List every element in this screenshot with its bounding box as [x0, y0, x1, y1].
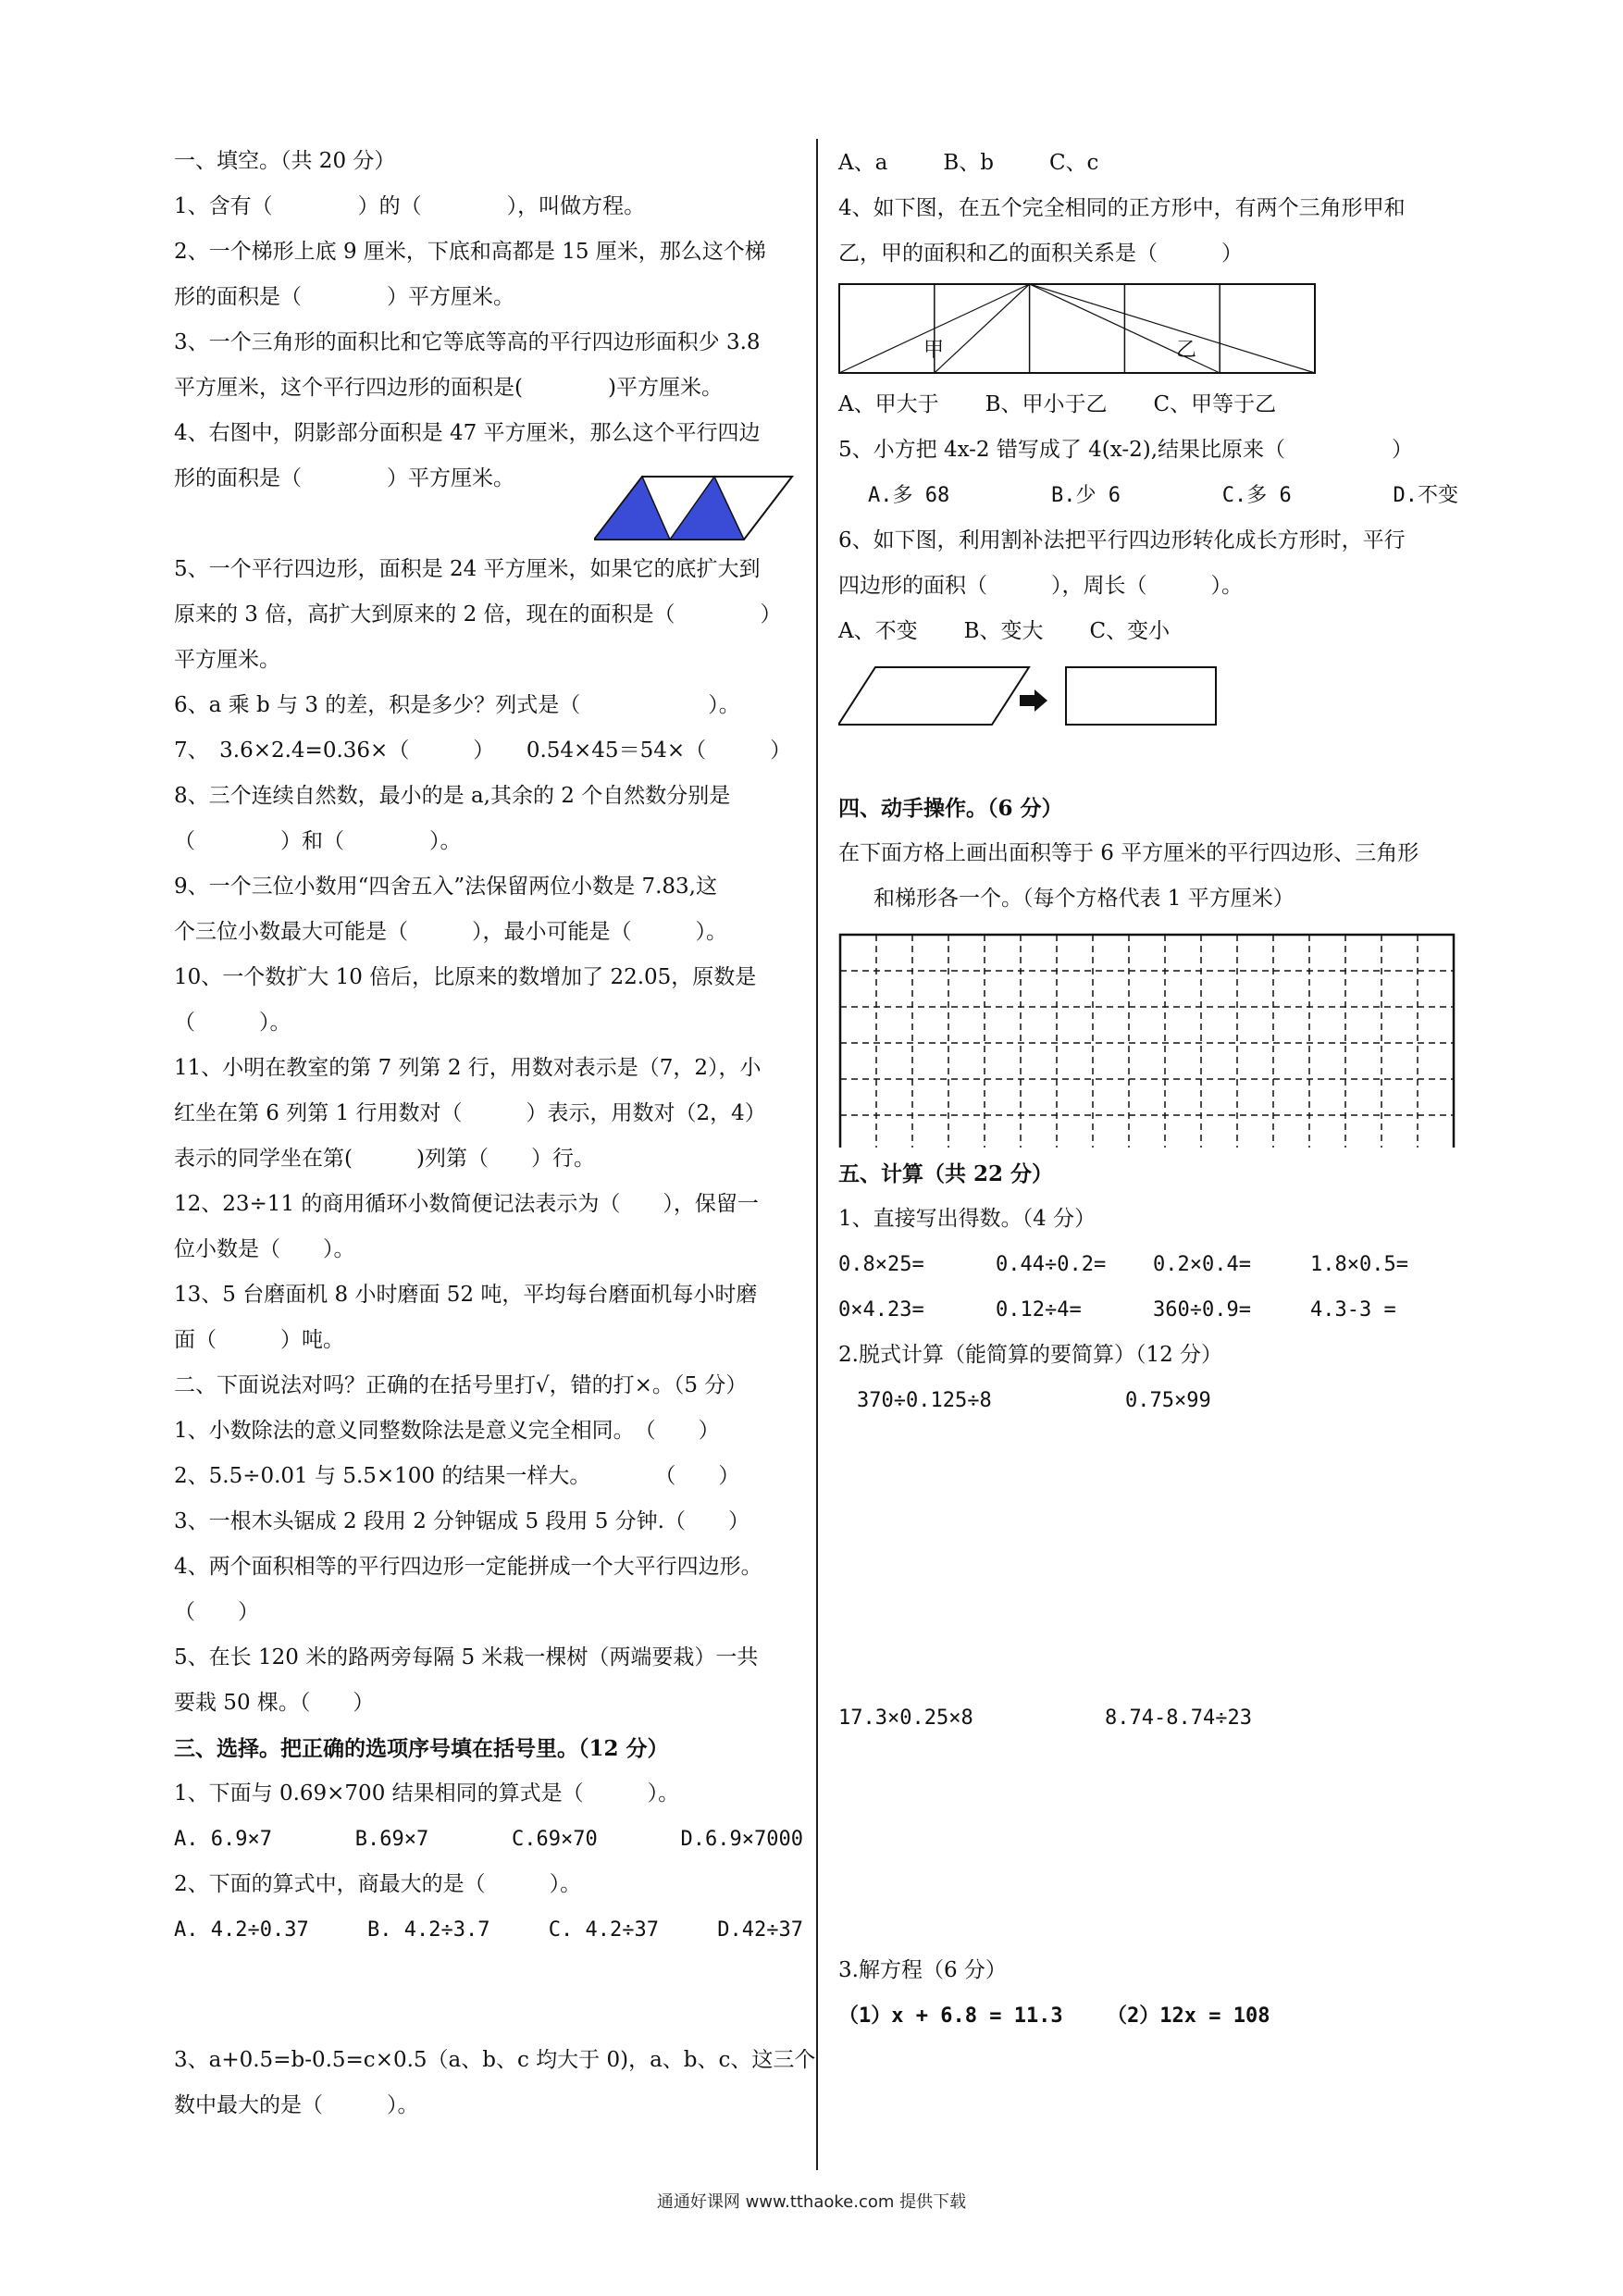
step-calc-item: 17.3×0.25×8	[838, 1706, 973, 1730]
question-1-4-line-2: 形的面积是（ ）平方厘米。	[174, 466, 514, 490]
choice-1: 1、下面与 0.69×700 结果相同的算式是（ ）。	[174, 1781, 680, 1806]
question-1-13-line-2: 面（ ）吨。	[174, 1328, 344, 1352]
choice-6-option-b: B、变大	[963, 619, 1044, 643]
oral-calc-item: 0.8×25=	[838, 1253, 924, 1276]
choice-6-option-a: A、不变	[838, 619, 918, 643]
question-1-4-line-1: 4、右图中，阴影部分面积是 47 平方厘米，那么这个平行四边	[174, 421, 761, 445]
question-1-10-line-1: 10、一个数扩大 10 倍后，比原来的数增加了 22.05，原数是	[174, 965, 757, 989]
question-1-1: 1、含有（ ）的（ ），叫做方程。	[174, 194, 646, 218]
triangle-jia-label: 甲	[923, 339, 945, 362]
choice-3-options	[838, 141, 1468, 186]
question-1-3-line-1: 3、一个三角形的面积比和它等底等高的平行四边形面积少 3.8	[174, 330, 761, 354]
operation-instruction-line-1: 在下面方格上画出面积等于 6 平方厘米的平行四边形、三角形	[838, 841, 1419, 865]
arrow-right-icon	[1020, 689, 1047, 712]
judge-5-line-1: 5、在长 120 米的路两旁每隔 5 米栽一棵树（两端要栽）一共	[174, 1645, 759, 1669]
calc-part-3-title: 3.解方程（6 分）	[838, 1958, 1007, 1982]
step-calc-item: 370÷0.125÷8	[857, 1389, 992, 1412]
choice-2-options	[174, 1907, 803, 1953]
five-squares-figure	[838, 282, 1319, 379]
calc-part-2-title: 2.脱式计算（能简算的要简算）（12 分）	[838, 1343, 1223, 1367]
oral-calc-item: 0×4.23=	[838, 1298, 924, 1322]
question-1-5-line-2: 原来的 3 倍，高扩大到原来的 2 倍，现在的面积是（ ）	[174, 602, 782, 627]
step-calc-row-1	[838, 1378, 1468, 1423]
step-calc-item: 8.74-8.74÷23	[1105, 1706, 1252, 1730]
choice-1-option-d: D.6.9×7000	[680, 1828, 803, 1851]
section-5-title: 五、计算（共 22 分）	[838, 1161, 1054, 1186]
calc-part-1-title: 1、直接写出得数。（4 分）	[838, 1207, 1096, 1231]
choice-4-option-c: C、甲等于乙	[1153, 392, 1277, 416]
choice-3-line-2: 数中最大的是（ ）。	[174, 2093, 419, 2117]
choice-4-option-a: A、甲大于	[838, 392, 939, 416]
question-1-5-line-1: 5、一个平行四边形，面积是 24 平方厘米，如果它的底扩大到	[174, 557, 761, 581]
left-column	[174, 139, 816, 2128]
choice-4-line-1: 4、如下图，在五个完全相同的正方形中，有两个三角形甲和	[838, 196, 1406, 220]
question-1-11-line-2: 红坐在第 6 列第 1 行用数对（ ）表示，用数对（2，4）	[174, 1101, 766, 1125]
judge-1: 1、小数除法的意义同整数除法是意义完全相同。 （ ）	[174, 1419, 720, 1443]
spacer	[838, 734, 1468, 786]
parallelogram-to-rectangle-figure	[838, 660, 1227, 734]
choice-6-option-c: C、变小	[1089, 619, 1171, 643]
rectangle-shape	[1066, 667, 1216, 725]
choice-5-options	[838, 473, 1468, 518]
question-1-3-line-2: 平方厘米，这个平行四边形的面积是( )平方厘米。	[174, 376, 723, 400]
question-1-12-line-1: 12、23÷11 的商用循环小数简便记法表示为（ ），保留一	[174, 1192, 759, 1216]
question-1-2-line-1: 2、一个梯形上底 9 厘米，下底和高都是 15 厘米，那么这个梯	[174, 240, 766, 264]
right-column	[838, 141, 1468, 2039]
choice-2-option-c: C. 4.2÷37	[548, 1918, 659, 1942]
choice-1-option-b: B.69×7	[354, 1828, 429, 1851]
choice-6-options	[838, 609, 1468, 654]
question-1-13-line-1: 13、5 台磨面机 8 小时磨面 52 吨，平均每台磨面机每小时磨	[174, 1283, 758, 1307]
question-1-6: 6、a 乘 b 与 3 的差，积是多少？列式是（ ）。	[174, 693, 740, 717]
oral-calc-item: 1.8×0.5=	[1310, 1253, 1408, 1276]
oral-calc-row-2	[838, 1287, 1468, 1333]
choice-5: 5、小方把 4x-2 错写成了 4(x-2),结果比原来（ ）	[838, 438, 1414, 462]
choice-4-options	[838, 382, 1468, 428]
step-calc-row-2	[838, 1695, 1468, 1741]
column-divider	[816, 139, 818, 2170]
choice-5-option-c: C.多 6	[1221, 484, 1292, 507]
drawing-grid[interactable]	[838, 933, 1468, 1148]
choice-3-line-1: 3、a+0.5=b-0.5=c×0.5（a、b、c 均大于 0)，a、b、c、这三个	[174, 2048, 816, 2072]
oral-calc-item: 0.12÷4=	[996, 1298, 1082, 1322]
oral-calc-item: 0.44÷0.2=	[996, 1253, 1107, 1276]
choice-4-line-2: 乙，甲的面积和乙的面积关系是（ ）	[838, 242, 1243, 266]
oral-calc-item: 360÷0.9=	[1153, 1298, 1251, 1322]
oral-calc-item: 4.3-3 =	[1310, 1298, 1396, 1322]
oral-calc-row-1	[838, 1242, 1468, 1287]
parallelogram-shape	[838, 667, 1029, 725]
answer-space	[838, 1423, 1468, 1695]
section-2-title: 二、下面说法对吗？正确的在括号里打√，错的打×。（5 分）	[174, 1373, 748, 1397]
parallelogram-shaded-figure	[594, 475, 794, 541]
choice-2-option-b: B. 4.2÷3.7	[367, 1918, 490, 1942]
section-1-title: 一、填空。（共 20 分）	[174, 149, 396, 173]
section-3-title: 三、选择。把正确的选项序号填在括号里。（12 分）	[174, 1736, 669, 1761]
question-1-11-line-3: 表示的同学坐在第( )列第（ ）行。	[174, 1147, 595, 1171]
choice-1-options	[174, 1817, 803, 1862]
equation-2: （2）12x = 108	[1107, 2004, 1270, 2028]
oral-calc-item: 0.2×0.4=	[1153, 1253, 1251, 1276]
judge-2: 2、5.5÷0.01 与 5.5×100 的结果一样大。 （ ）	[174, 1464, 740, 1488]
spacer	[174, 1953, 803, 2038]
judge-3: 3、一根木头锯成 2 段用 2 分钟锯成 5 段用 5 分钟.（ ）	[174, 1509, 750, 1533]
judge-4-line-1: 4、两个面积相等的平行四边形一定能拼成一个大平行四边形。	[174, 1555, 762, 1579]
question-1-8-line-2: （ ）和（ ）。	[174, 829, 462, 853]
choice-5-option-b: B.少 6	[1051, 484, 1121, 507]
question-1-12-line-2: 位小数是（ ）。	[174, 1237, 355, 1261]
choice-5-option-a: A.多 68	[868, 484, 950, 507]
step-calc-item: 0.75×99	[1125, 1389, 1211, 1412]
judge-4-line-2: （ ）	[174, 1600, 259, 1624]
section-4-title: 四、动手操作。（6 分）	[838, 796, 1063, 821]
choice-4-option-b: B、甲小于乙	[985, 392, 1108, 416]
question-1-10-line-2: （ ）。	[174, 1011, 291, 1035]
question-1-9-line-2: 个三位小数最大可能是（ ），最小可能是（ ）。	[174, 920, 727, 944]
choice-2-option-d: D.42÷37	[717, 1918, 803, 1942]
choice-3-option-a: A、a	[838, 151, 888, 175]
question-1-8-line-1: 8、三个连续自然数，最小的是 a,其余的 2 个自然数分别是	[174, 784, 731, 808]
answer-space	[838, 1741, 1468, 1948]
question-1-2-line-2: 形的面积是（ ）平方厘米。	[174, 285, 514, 309]
choice-5-option-d: D.不变	[1393, 484, 1458, 507]
choice-2: 2、下面的算式中，商最大的是（ ）。	[174, 1872, 582, 1896]
operation-instruction-line-2: 和梯形各一个。（每个方格代表 1 平方厘米）	[873, 887, 1295, 911]
choice-6-line-1: 6、如下图，利用割补法把平行四边形转化成长方形时，平行	[838, 528, 1406, 552]
equations-row	[838, 1993, 1468, 2039]
page-footer: 通通好课网 www.tthaoke.com 提供下载	[656, 2192, 967, 2212]
choice-1-option-c: C.69×70	[512, 1828, 598, 1851]
choice-1-option-a: A. 6.9×7	[174, 1828, 272, 1851]
triangle-yi-label: 乙	[1176, 339, 1197, 362]
choice-3-option-b: B、b	[943, 151, 994, 175]
choice-2-option-a: A. 4.2÷0.37	[174, 1918, 309, 1942]
choice-6-line-2: 四边形的面积（ ），周长（ ）。	[838, 574, 1243, 598]
question-1-7: 7、 3.6×2.4=0.36×（ ） 0.54×45＝54×（ ）	[174, 738, 792, 763]
equation-1: （1）x + 6.8 = 11.3	[838, 2004, 1063, 2028]
question-1-4-block	[174, 456, 803, 547]
judge-5-line-2: 要栽 50 棵。（ ）	[174, 1691, 375, 1715]
question-1-9-line-1: 9、一个三位小数用“四舍五入”法保留两位小数是 7.83,这	[174, 875, 717, 899]
choice-3-option-c: C、c	[1048, 151, 1099, 175]
question-1-11-line-1: 11、小明在教室的第 7 列第 2 行，用数对表示是（7，2），小	[174, 1056, 762, 1080]
question-1-5-line-3: 平方厘米。	[174, 648, 280, 672]
